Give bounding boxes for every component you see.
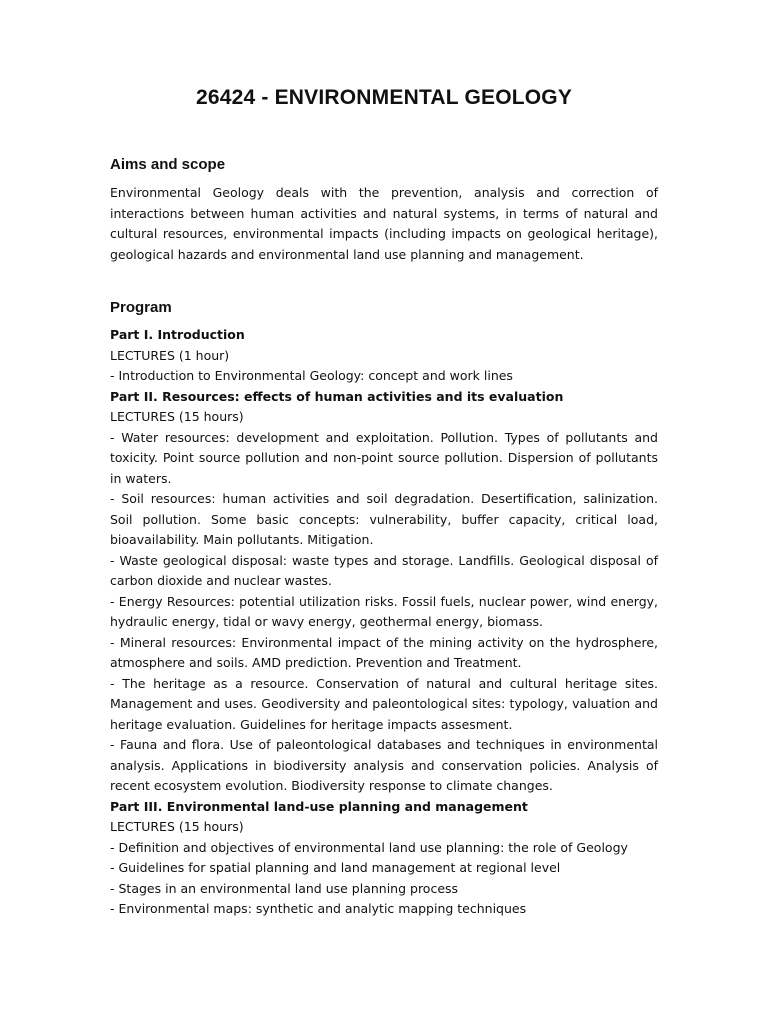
part-2-item-heritage: - The heritage as a resource. Conservation of natural and cultural heritage sites. Management and uses. Geodiversity and paleontological sites: typology, valuation and heritage evaluation. Guidelines for heritage impacts assesment.	[110, 675, 658, 732]
program-heading: Program	[110, 299, 172, 316]
aims-paragraph: Environmental Geology deals with the prevention, analysis and correction of interactions between human activities and natural systems, in terms of natural and cultural resources, environmental impacts (including impacts on geological heritage), geological hazards and environmental land use planning and management.	[110, 185, 658, 262]
part-2-lectures: LECTURES (15 hours)	[110, 409, 244, 424]
part-1-item: - Introduction to Environmental Geology: concept and work lines	[110, 368, 513, 383]
program-content	[110, 325, 658, 920]
document-title: 26424 - ENVIRONMENTAL GEOLOGY	[195, 86, 573, 109]
part-3-item-guidelines: - Guidelines for spatial planning and land management at regional level	[110, 860, 561, 875]
part-2-title: Part II. Resources: effects of human activities and its evaluation	[110, 388, 564, 404]
part-3-item-definition: - Definition and objectives of environmental land use planning: the role of Geology	[110, 839, 628, 855]
part-3-title: Part III. Environmental land-use planning and management	[110, 798, 528, 814]
part-3-item-stages: - Stages in an environmental land use planning process	[110, 880, 459, 896]
part-3-item-maps: - Environmental maps: synthetic and analytic mapping techniques	[110, 901, 527, 916]
part-1-lectures: LECTURES (1 hour)	[110, 347, 230, 363]
part-2-item-fauna-flora: - Fauna and flora. Use of paleontological databases and techniques in environmental analysis. Applications in biodiversity analysis and conservation policies. Analysis of recent ecosystem evolution. Biodiversity response to climate changes.	[110, 737, 658, 793]
part-2-item-water: - Water resources: development and exploitation. Pollution. Types of pollutants and toxicity. Point source pollution and non-point source pollution. Dispersion of pollutants in waters.	[110, 429, 658, 486]
aims-heading: Aims and scope	[110, 156, 226, 173]
part-1-title: Part I. Introduction	[110, 327, 245, 342]
part-2-item-waste: - Waste geological disposal: waste types and storage. Landfills. Geological disposal of carbon dioxide and nuclear wastes.	[110, 552, 658, 588]
part-2-item-mineral: - Mineral resources: Environmental impact of the mining activity on the hydrosphere, atmosphere and soils. AMD prediction. Prevention and Treatment.	[110, 634, 658, 670]
part-2-item-energy: - Energy Resources: potential utilization risks. Fossil fuels, nuclear power, wind energy, hydraulic energy, tidal or wavy energy, geothermal energy, biomass.	[110, 593, 658, 629]
part-2-item-soil: - Soil resources: human activities and soil degradation. Desertification, salinization. Soil pollution. Some basic concepts: vulnerability, buffer capacity, critical load, bioavailability. Main pollutants. Mitigation.	[110, 491, 658, 547]
part-3-lectures: LECTURES (15 hours)	[110, 819, 244, 834]
